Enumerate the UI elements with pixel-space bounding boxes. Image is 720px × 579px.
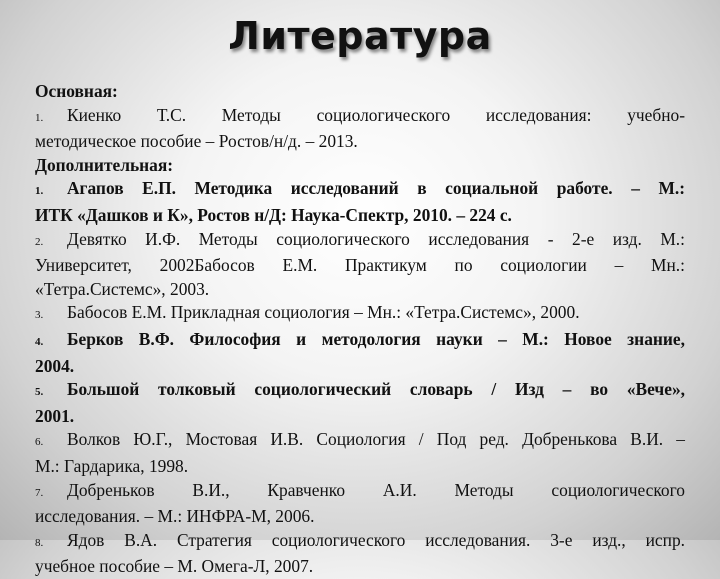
references-list: [35, 80, 685, 579]
slide-title: Литература: [228, 14, 492, 58]
reference-line: 1. Киенко Т.С. Методы социологического исследования: учебно-: [35, 104, 685, 131]
reference-line: 5. Большой толковый социологический словарь / Изд – во «Вече»,: [35, 378, 685, 405]
additional-item-5: [35, 378, 685, 428]
primary-heading: Основная:: [35, 81, 118, 101]
item-number: 4.: [35, 335, 44, 348]
reference-line: 1. Агапов Е.П. Методика исследований в социальной работе. – М.:: [35, 177, 685, 204]
additional-item-6: [35, 428, 685, 478]
item-number: 7.: [35, 486, 44, 499]
item-number: 8.: [35, 536, 44, 549]
primary-item-1: [35, 104, 685, 154]
item-number: 1.: [35, 111, 44, 124]
item-number: 3.: [35, 309, 44, 322]
reference-line: исследования. – М.: ИНФРА-М, 2006.: [35, 506, 315, 527]
reference-line: методическое пособие – Ростов/н/д. – 2013.: [35, 131, 358, 152]
item-number: 6.: [35, 436, 44, 449]
reference-line: 2001.: [35, 405, 75, 426]
item-number: 1.: [35, 185, 44, 198]
additional-heading: Дополнительная:: [35, 154, 174, 175]
item-number: 5.: [35, 386, 44, 399]
additional-item-3: [35, 301, 685, 328]
reference-line: 7. Добреньков В.И., Кравченко А.И. Методы социологического: [35, 479, 685, 506]
reference-line: 4. Берков В.Ф. Философия и методология науки – М.: Новое знание,: [35, 328, 685, 355]
additional-item-8: [35, 529, 685, 579]
reference-line: учебное пособие – М. Омега-Л, 2007.: [35, 556, 314, 577]
reference-line: Университет, 2002Бабосов Е.М. Практикум по социологии – Мн.:: [35, 255, 685, 276]
additional-item-2: [35, 228, 685, 302]
reference-line: М.: Гардарика, 1998.: [35, 455, 189, 476]
additional-item-4: [35, 328, 685, 378]
reference-line: 3. Бабосов Е.М. Прикладная социология – Мн.: «Тетра.Системс», 2000.: [35, 301, 685, 328]
reference-line: «Тетра.Системс», 2003.: [35, 278, 210, 299]
reference-line: 8. Ядов В.А. Стратегия социологического исследования. 3-е изд., испр.: [35, 529, 685, 556]
reference-line: 2. Девятко И.Ф. Методы социологического исследования - 2-е изд. М.:: [35, 228, 685, 255]
reference-line: ИТК «Дашков и К», Ростов н/Д: Наука-Спектр, 2010. – 224 с.: [35, 204, 512, 225]
additional-item-1: [35, 177, 685, 227]
reference-line: 2004.: [35, 355, 75, 376]
reference-line: 6. Волков Ю.Г., Мостовая И.В. Социология / Под ред. Добренькова В.И. –: [35, 428, 685, 455]
additional-item-7: [35, 479, 685, 529]
item-number: 2.: [35, 235, 44, 248]
